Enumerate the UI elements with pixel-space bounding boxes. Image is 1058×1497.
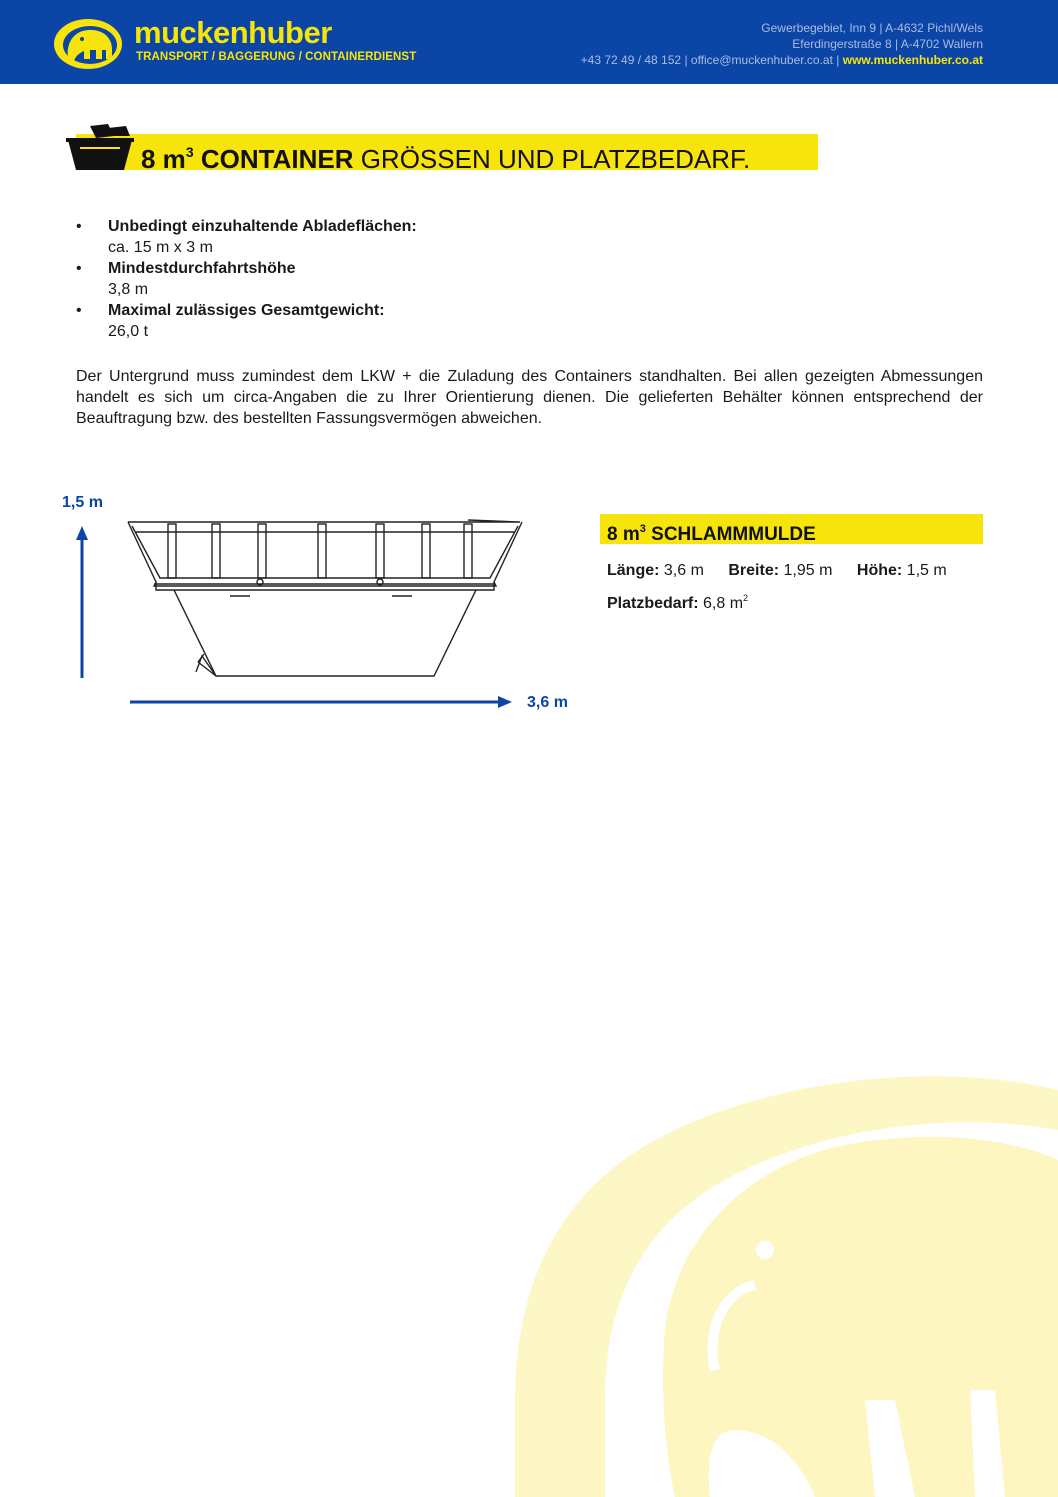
page-header <box>0 0 1058 84</box>
spec-space-row: Platzbedarf: 6,8 $m^2$ <box>607 593 749 612</box>
container-diagram <box>56 486 596 726</box>
list-item: • Mindestdurchfahrtshöhe 3,8 m <box>76 260 296 298</box>
list-item: • Unbedingt einzuhaltende Abladeflächen: ca. 15 m x 3 m <box>76 218 417 256</box>
email-link[interactable]: office@muckenhuber.co.at <box>690 53 833 67</box>
brand-tagline: TRANSPORT / BAGGERUNG / CONTAINERDIENST <box>136 51 417 63</box>
requirements-list <box>76 216 676 342</box>
container-icon <box>64 122 136 174</box>
length-dimension-label: 3,6 m <box>527 694 568 711</box>
mammoth-watermark-icon <box>515 1070 1058 1497</box>
mammoth-logo-icon <box>52 17 124 71</box>
phone-number: +43 72 49 / 48 152 <box>580 53 682 67</box>
list-item: • Maximal zulässiges Gesamtgewicht: 26,0 t <box>76 302 385 340</box>
title-rest: GRÖSSEN UND PLATZBEDARF. <box>360 144 751 174</box>
info-paragraph: Der Untergrund muss zumindest dem LKW + die Zuladung des Containers standhalten. Bei allen gezeigten Abmessungen handelt es sich um circa-Angaben die zu Ihrer Orientierung dienen. Die gelieferten Behälter können entsprechend der Beauftragung bzw. des bestellten Fassungsvermögen abweichen. <box>76 368 983 427</box>
address-line-2: Eferdingerstraße 8 | A-4702 Wallern <box>792 37 983 51</box>
contact-block <box>581 20 983 68</box>
contact-line: +43 72 49 / 48 152 | office@muckenhuber.co.at | www.muckenhuber.co.at <box>580 53 983 67</box>
address-line-1: Gewerbegebiet, Inn 9 | A-4632 Pichl/Wels <box>761 21 983 35</box>
title-bold: CONTAINER <box>200 144 354 174</box>
website-link[interactable]: www.muckenhuber.co.at <box>842 53 983 67</box>
height-dimension-label: 1,5 m <box>62 494 103 511</box>
brand-name: muckenhuber <box>134 15 332 50</box>
spec-dimensions-row: Länge: 3,6 m Breite: 1,95 m Höhe: 1,5 m <box>607 562 947 579</box>
spec-title: 8 $m^3$ SCHLAMMMULDE <box>607 523 816 545</box>
page-title: 8 $m^3$ CONTAINER GRÖSSEN UND PLATZBEDARF. <box>141 144 751 174</box>
